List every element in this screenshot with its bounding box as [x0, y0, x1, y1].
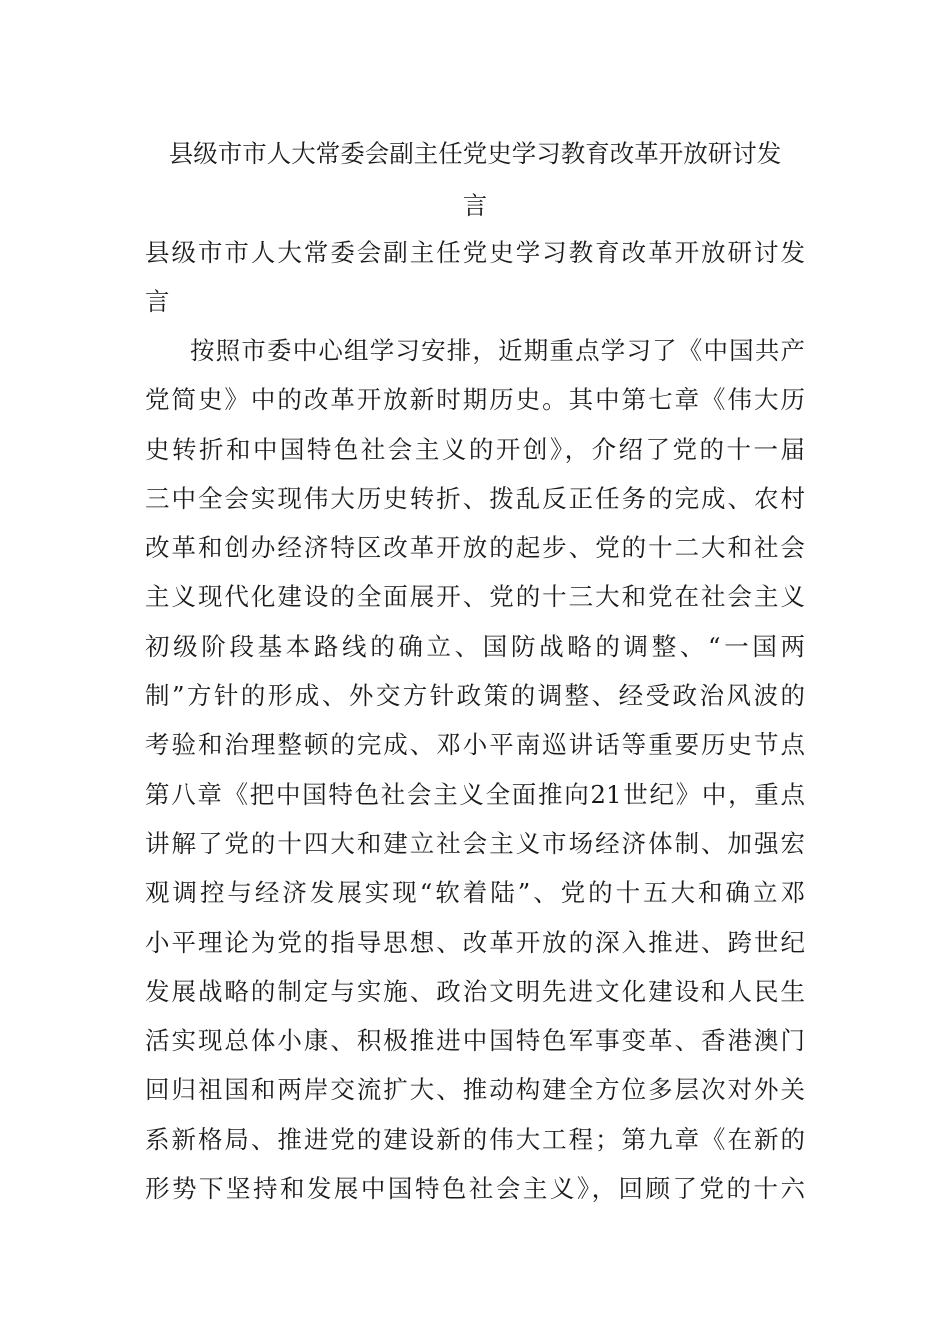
- body-line: 党简史》中的改革开放新时期历史。其中第七章《伟大历: [145, 385, 805, 415]
- body-line: 初级阶段基本路线的确立、国防战略的调整、“一国两: [145, 631, 805, 661]
- document-title: [145, 128, 805, 232]
- body-line: 主义现代化建设的全面展开、党的十三大和党在社会主义: [145, 582, 805, 612]
- body-line: 考验和治理整顿的完成、邓小平南巡讲话等重要历史节点: [145, 730, 805, 760]
- body-paragraph: [145, 326, 805, 1213]
- title-line-2: 言: [462, 191, 488, 220]
- body-line: 改革和创办经济特区改革开放的起步、党的十二大和社会: [145, 533, 805, 563]
- body-line: 系新格局、推进党的建设新的伟大工程；第九章《在新的: [145, 1124, 805, 1154]
- body-line: 讲解了党的十四大和建立社会主义市场经济体制、加强宏: [145, 828, 805, 858]
- body-line: 活实现总体小康、积极推进中国特色军事变革、香港澳门: [145, 1026, 805, 1056]
- subtitle-line-1: 县级市市人大常委会副主任党史学习教育改革开放研讨发: [145, 238, 805, 267]
- title-line-1: 县级市市人大常委会副主任党史学习教育改革开放研讨发: [168, 139, 782, 168]
- body-line: 第八章《把中国特色社会主义全面推向21世纪》中，重点: [145, 779, 805, 809]
- subtitle-line-2: 言: [145, 287, 170, 316]
- body-line: 按照市委中心组学习安排，近期重点学习了《中国共产: [190, 336, 805, 365]
- document-subtitle: [145, 228, 805, 326]
- body-line: 发展战略的制定与实施、政治文明先进文化建设和人民生: [145, 976, 805, 1006]
- body-line: 制”方针的形成、外交方针政策的调整、经受政治风波的: [145, 681, 805, 711]
- body-line: 观调控与经济发展实现“软着陆”、党的十五大和确立邓: [145, 878, 805, 908]
- body-line: 形势下坚持和发展中国特色社会主义》，回顾了党的十六: [145, 1174, 805, 1204]
- body-line: 小平理论为党的指导思想、改革开放的深入推进、跨世纪: [145, 927, 805, 957]
- body-line: 回归祖国和两岸交流扩大、推动构建全方位多层次对外关: [145, 1075, 805, 1105]
- body-line: 史转折和中国特色社会主义的开创》，介绍了党的十一届: [145, 434, 805, 464]
- body-line: 三中全会实现伟大历史转折、拨乱反正任务的完成、农村: [145, 483, 805, 513]
